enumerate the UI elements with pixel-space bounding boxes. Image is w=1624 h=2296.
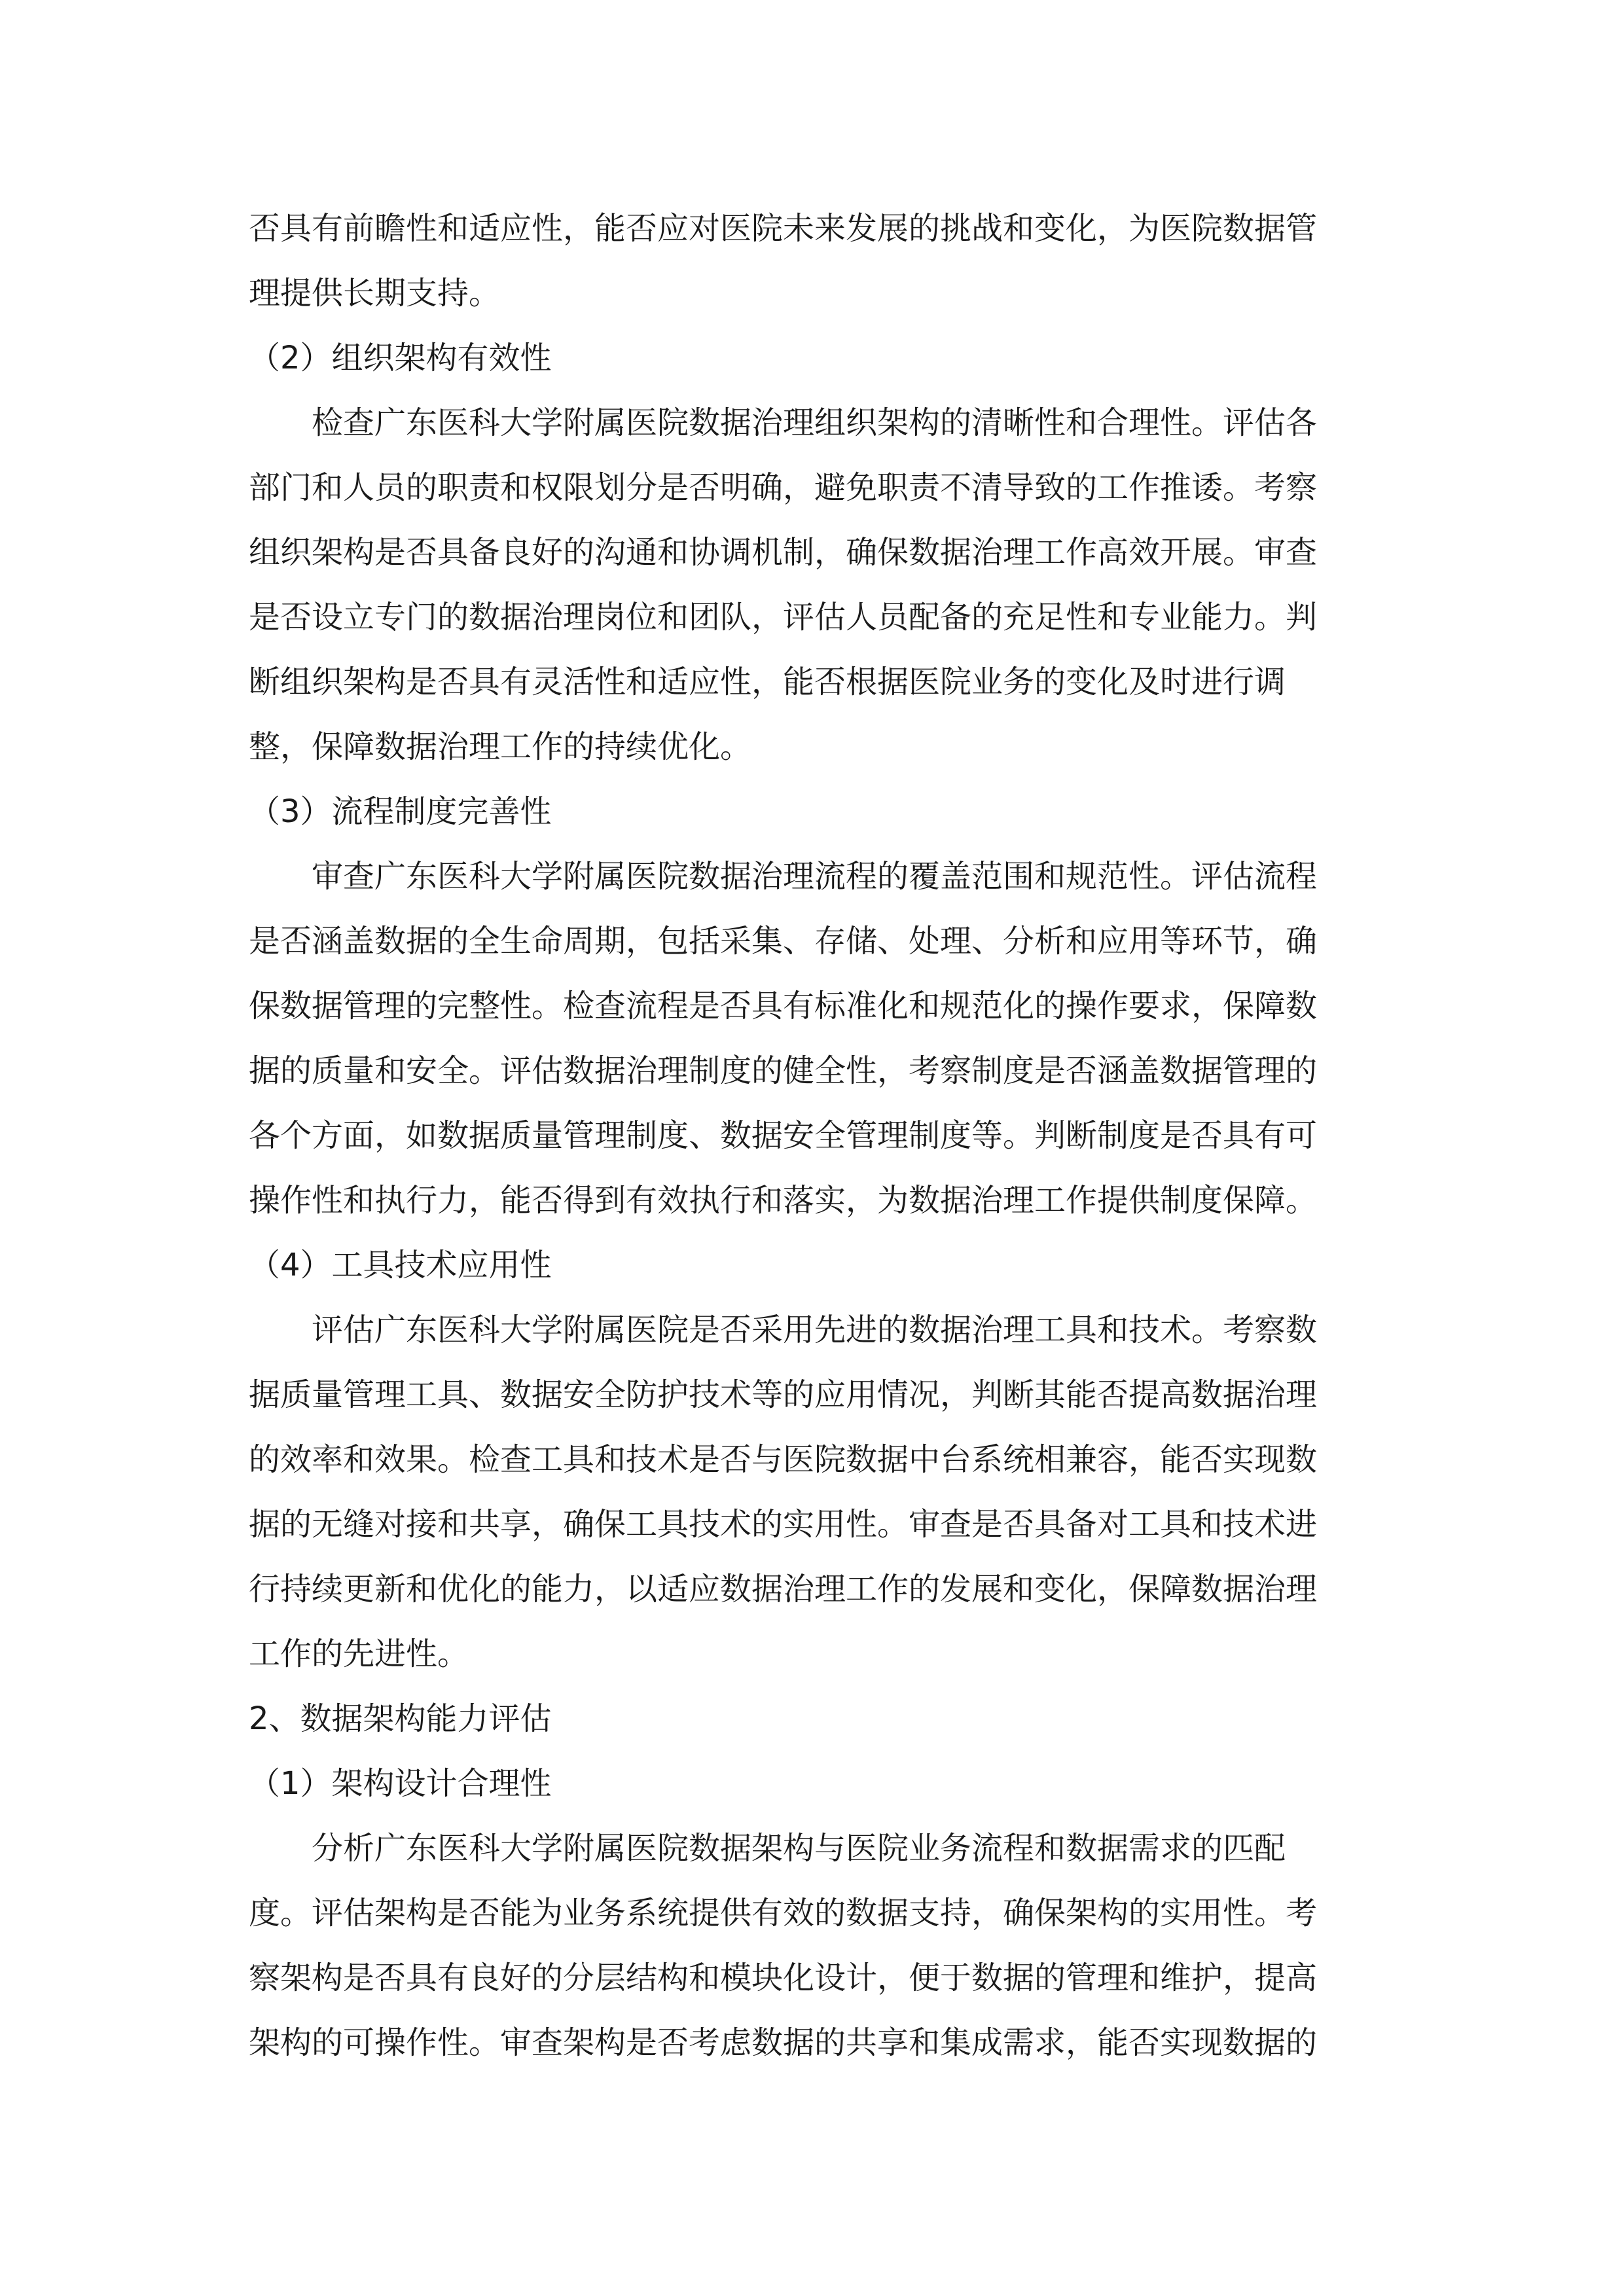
text-line: 据的质量和安全。评估数据治理制度的健全性，考察制度是否涵盖数据管理的 [249,1052,1318,1089]
text-line: 保数据管理的完整性。检查流程是否具有标准化和规范化的操作要求，保障数 [249,988,1318,1024]
text-line: 行持续更新和优化的能力，以适应数据治理工作的发展和变化，保障数据治理 [249,1571,1318,1607]
text-line: 度。评估架构是否能为业务系统提供有效的数据支持，确保架构的实用性。考 [249,1895,1318,1931]
section-heading: （4）工具技术应用性 [249,1247,552,1283]
paragraph [249,1816,1381,2075]
section-heading: （2）组织架构有效性 [249,340,552,376]
text-line: 组织架构是否具备良好的沟通和协调机制，确保数据治理工作高效开展。审查 [249,534,1318,571]
text-line: 的效率和效果。检查工具和技术是否与医院数据中台系统相兼容，能否实现数 [249,1441,1318,1478]
subsection-heading: （1）架构设计合理性 [249,1765,552,1802]
text-line: 否具有前瞻性和适应性，能否应对医院未来发展的挑战和变化，为医院数据管 [249,210,1318,247]
text-line: 各个方面，如数据质量管理制度、数据安全管理制度等。判断制度是否具有可 [249,1117,1318,1154]
paragraph [249,391,1381,780]
paragraph [249,196,1381,326]
text-line: 工作的先进性。 [249,1636,469,1672]
text-line: 分析广东医科大学附属医院数据架构与医院业务流程和数据需求的匹配 [312,1830,1286,1867]
text-line: 断组织架构是否具有灵活性和适应性，能否根据医院业务的变化及时进行调 [249,664,1286,700]
text-line: 是否设立专门的数据治理岗位和团队，评估人员配备的充足性和专业能力。判 [249,599,1318,636]
paragraph [249,1298,1381,1687]
document-body [249,196,1381,2075]
text-line: 评估广东医科大学附属医院是否采用先进的数据治理工具和技术。考察数 [312,1312,1318,1348]
paragraph [249,844,1381,1233]
text-line: 检查广东医科大学附属医院数据治理组织架构的清晰性和合理性。评估各 [312,404,1318,441]
section-heading: 2、数据架构能力评估 [249,1700,552,1737]
section-heading: （3）流程制度完善性 [249,793,552,830]
text-line: 架构的可操作性。审查架构是否考虑数据的共享和集成需求，能否实现数据的 [249,2024,1318,2061]
text-line: 据的无缝对接和共享，确保工具技术的实用性。审查是否具备对工具和技术进 [249,1506,1318,1543]
text-line: 整，保障数据治理工作的持续优化。 [249,728,752,765]
text-line: 理提供长期支持。 [249,275,501,312]
text-line: 审查广东医科大学附属医院数据治理流程的覆盖范围和规范性。评估流程 [312,858,1318,895]
text-line: 是否涵盖数据的全生命周期，包括采集、存储、处理、分析和应用等环节，确 [249,923,1318,960]
text-line: 部门和人员的职责和权限划分是否明确，避免职责不清导致的工作推诿。考察 [249,469,1318,506]
text-line: 察架构是否具有良好的分层结构和模块化设计，便于数据的管理和维护，提高 [249,1960,1318,1996]
text-line: 操作性和执行力，能否得到有效执行和落实，为数据治理工作提供制度保障。 [249,1182,1318,1219]
text-line: 据质量管理工具、数据安全防护技术等的应用情况，判断其能否提高数据治理 [249,1376,1318,1413]
